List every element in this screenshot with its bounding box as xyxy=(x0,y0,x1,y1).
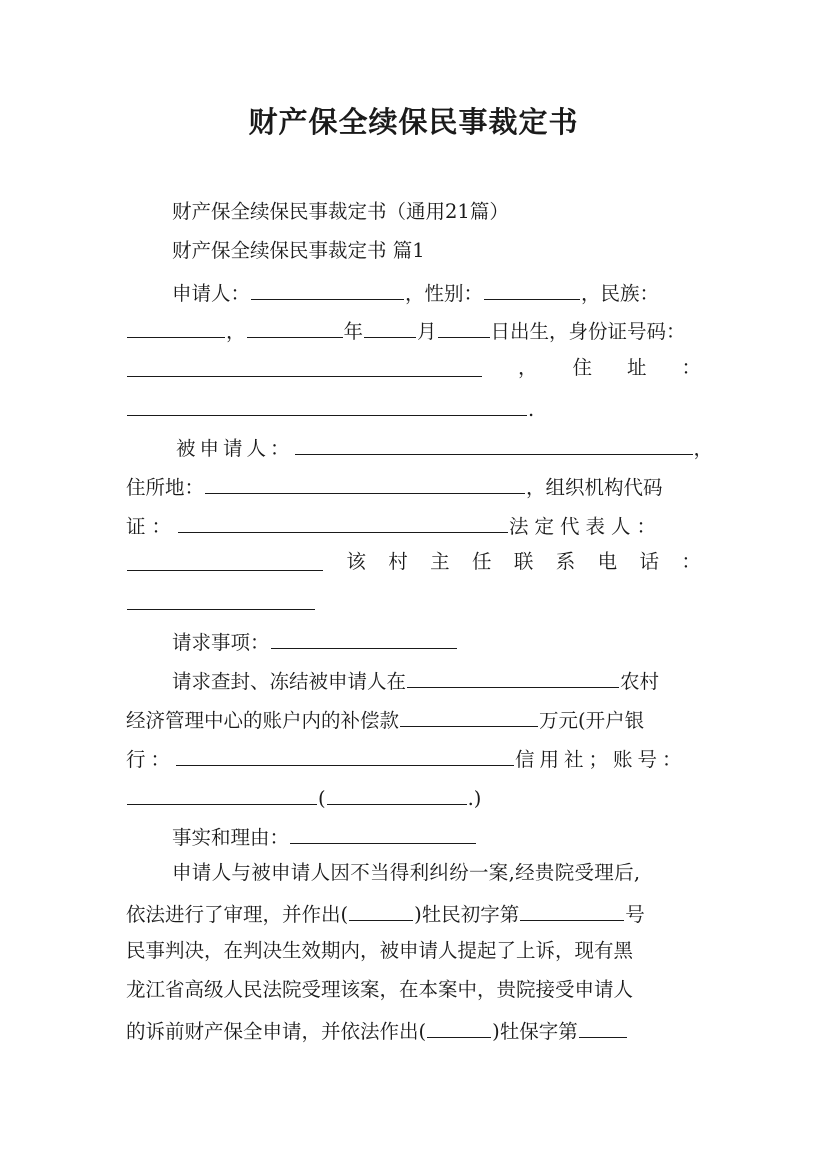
facts-line-1: 申请人与被申请人因不当得利纠纷一案,经贵院受理后, xyxy=(172,861,641,884)
request-line-1 xyxy=(172,669,701,692)
blank-field xyxy=(579,1019,627,1038)
text-fragment: ， xyxy=(517,356,538,379)
facts-line-2 xyxy=(126,902,701,925)
address-line xyxy=(126,358,701,378)
text-fragment: 号 xyxy=(625,903,645,926)
text-fragment: ，民族： xyxy=(581,282,660,305)
blank-field xyxy=(127,397,527,416)
blank-field xyxy=(484,281,580,300)
blank-field xyxy=(127,319,225,338)
text-fragment: 住所地： xyxy=(126,476,205,499)
text-fragment: ： xyxy=(681,550,701,573)
text-fragment: 该 xyxy=(346,550,366,573)
blank-field xyxy=(295,436,693,455)
birth-line xyxy=(126,319,701,342)
text-fragment: 行： xyxy=(126,748,176,771)
text-fragment: 月 xyxy=(417,320,437,343)
blank-field xyxy=(364,319,416,338)
blank-field xyxy=(176,747,514,766)
text-fragment: 证： xyxy=(126,515,178,538)
residence-line xyxy=(126,475,701,498)
account-line xyxy=(126,786,701,809)
blank-field xyxy=(271,630,457,649)
text-fragment: ， xyxy=(693,437,718,460)
text-fragment: ，性别： xyxy=(405,282,484,305)
applicant-line xyxy=(172,281,701,304)
facts-heading xyxy=(172,825,701,848)
text-fragment: 村 xyxy=(388,550,408,573)
text-fragment: 被申请人： xyxy=(176,437,294,460)
text-fragment: 年 xyxy=(343,320,364,343)
blank-field xyxy=(400,708,538,727)
blank-field xyxy=(205,475,525,494)
blank-field xyxy=(427,1019,491,1038)
blank-field xyxy=(349,902,413,921)
text-fragment: 主 xyxy=(430,550,450,573)
text-fragment: 万元(开户银 xyxy=(539,709,645,732)
blank-field xyxy=(520,902,624,921)
text-fragment: .) xyxy=(467,787,482,810)
text-fragment: 的诉前财产保全申请，并依法作出( xyxy=(126,1020,427,1043)
blank-field xyxy=(178,514,508,533)
blank-field xyxy=(438,319,490,338)
text-fragment: ： xyxy=(681,356,701,379)
blank-field xyxy=(251,281,404,300)
facts-line-3: 民事判决，在判决生效期内，被申请人提起了上诉，现有黑 xyxy=(126,939,634,962)
text-fragment: )牡民初字第 xyxy=(414,903,520,926)
text-fragment: 系 xyxy=(555,550,576,573)
blank-field xyxy=(127,591,315,610)
blank-field xyxy=(327,786,467,805)
text-fragment: . xyxy=(528,398,535,421)
respondent-line xyxy=(176,436,718,460)
text-fragment: 法定代表人： xyxy=(509,515,663,538)
document-title: 财产保全续保民事裁定书 xyxy=(248,105,579,139)
certificate-line xyxy=(126,514,701,537)
request-line-2 xyxy=(126,708,701,731)
text-fragment: 联 xyxy=(513,550,534,573)
text-fragment: 请求查封、冻结被申请人在 xyxy=(172,670,407,693)
text-fragment: 经济管理中心的账户内的补偿款 xyxy=(126,709,400,732)
text-fragment: 任 xyxy=(471,550,492,573)
blank-field xyxy=(127,786,317,805)
phone-blank-line xyxy=(126,591,701,614)
facts-line-5 xyxy=(126,1019,701,1042)
text-fragment: ( xyxy=(318,787,326,810)
text-fragment: )牡保字第 xyxy=(492,1020,578,1043)
blank-field xyxy=(290,825,476,844)
blank-field xyxy=(127,358,482,377)
request-heading xyxy=(172,630,701,653)
blank-field xyxy=(247,319,343,338)
facts-line-4: 龙江省高级人民法院受理该案，在本案中，贵院接受申请人 xyxy=(126,978,634,1001)
text-fragment: 信用社；账号： xyxy=(515,748,687,771)
text-fragment: 请求事项： xyxy=(172,631,270,654)
text-fragment: 事实和理由： xyxy=(172,826,290,849)
text-fragment: 依法进行了审理，并作出( xyxy=(126,903,349,926)
text-fragment: 话 xyxy=(639,550,659,573)
section-heading: 财产保全续保民事裁定书 篇1 xyxy=(172,239,425,262)
text-fragment: 住 xyxy=(572,356,592,379)
text-fragment: 址 xyxy=(626,356,647,379)
director-phone-line xyxy=(126,552,701,572)
text-fragment: ，组织机构代码 xyxy=(526,476,663,499)
text-fragment: 电 xyxy=(597,550,618,573)
text-fragment: 农村 xyxy=(620,670,660,693)
blank-field xyxy=(407,669,619,688)
text-fragment: 申请人： xyxy=(172,282,251,305)
bank-line xyxy=(126,747,701,770)
doc-subtitle: 财产保全续保民事裁定书（通用21篇） xyxy=(172,200,509,223)
text-fragment: ， xyxy=(226,320,246,343)
address-blank-line xyxy=(126,397,701,420)
text-fragment: 日出生，身份证号码： xyxy=(490,320,686,343)
blank-field xyxy=(127,552,323,571)
